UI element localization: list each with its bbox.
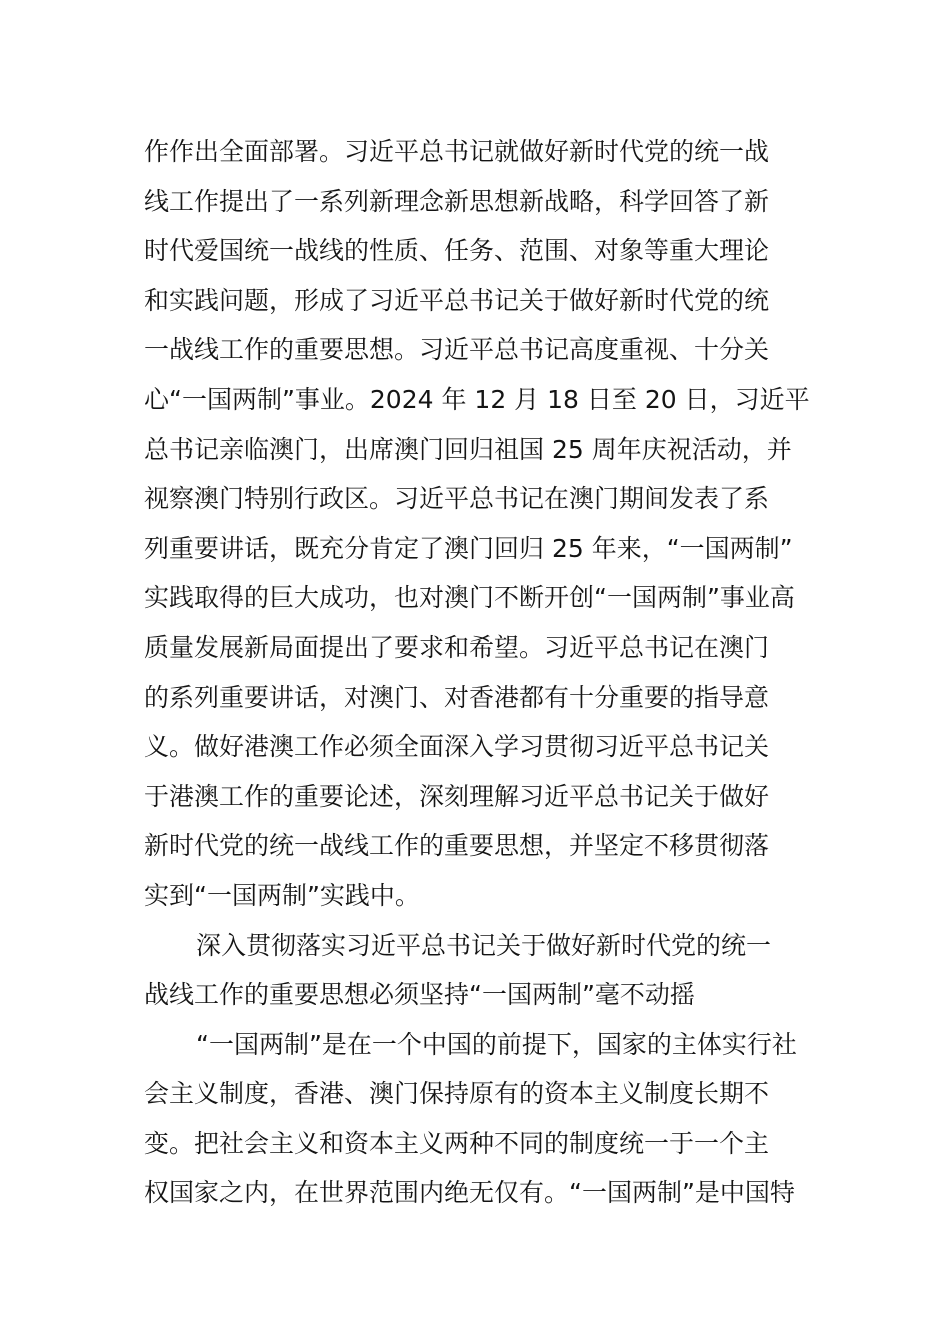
- text-line: 权国家之内，在世界范围内绝无仅有。“一国两制”是中国特: [144, 1178, 795, 1208]
- text-line: 总书记亲临澳门，出席澳门回归祖国 25 周年庆祝活动，并: [144, 434, 792, 464]
- text-line: 实践取得的巨大成功，也对澳门不断开创“一国两制”事业高: [144, 583, 795, 613]
- section-heading-line: 战线工作的重要思想必须坚持“一国两制”毫不动摇: [144, 980, 695, 1010]
- text-line: 变。把社会主义和资本主义两种不同的制度统一于一个主: [144, 1128, 770, 1158]
- text-line: 线工作提出了一系列新理念新思想新战略，科学回答了新: [144, 186, 770, 216]
- text-line: 作作出全面部署。习近平总书记就做好新时代党的统一战: [144, 137, 770, 166]
- text-line: “一国两制”是在一个中国的前提下，国家的主体实行社: [196, 1029, 797, 1059]
- text-line: 视察澳门特别行政区。习近平总书记在澳门期间发表了系: [144, 484, 770, 514]
- text-line: 义。做好港澳工作必须全面深入学习贯彻习近平总书记关: [144, 732, 770, 762]
- text-line: 时代爱国统一战线的性质、任务、范围、对象等重大理论: [144, 236, 770, 266]
- text-line: 会主义制度，香港、澳门保持原有的资本主义制度长期不: [144, 1079, 770, 1109]
- text-line: 列重要讲话，既充分肯定了澳门回归 25 年来，“一国两制”: [144, 533, 793, 563]
- text-line: 一战线工作的重要思想。习近平总书记高度重视、十分关: [144, 335, 770, 365]
- text-line: 和实践问题，形成了习近平总书记关于做好新时代党的统: [144, 285, 770, 315]
- section-heading-line: 深入贯彻落实习近平总书记关于做好新时代党的统一: [196, 930, 772, 960]
- text-line: 心“一国两制”事业。2024 年 12 月 18 日至 20 日，习近平: [144, 384, 810, 414]
- text-line: 质量发展新局面提出了要求和希望。习近平总书记在澳门: [144, 632, 770, 662]
- text-line: 新时代党的统一战线工作的重要思想，并坚定不移贯彻落: [144, 831, 770, 861]
- body-text: [144, 127, 814, 1218]
- text-line: 实到“一国两制”实践中。: [144, 880, 420, 910]
- text-line: 的系列重要讲话，对澳门、对香港都有十分重要的指导意: [144, 682, 770, 712]
- text-line: 于港澳工作的重要论述，深刻理解习近平总书记关于做好: [144, 781, 770, 811]
